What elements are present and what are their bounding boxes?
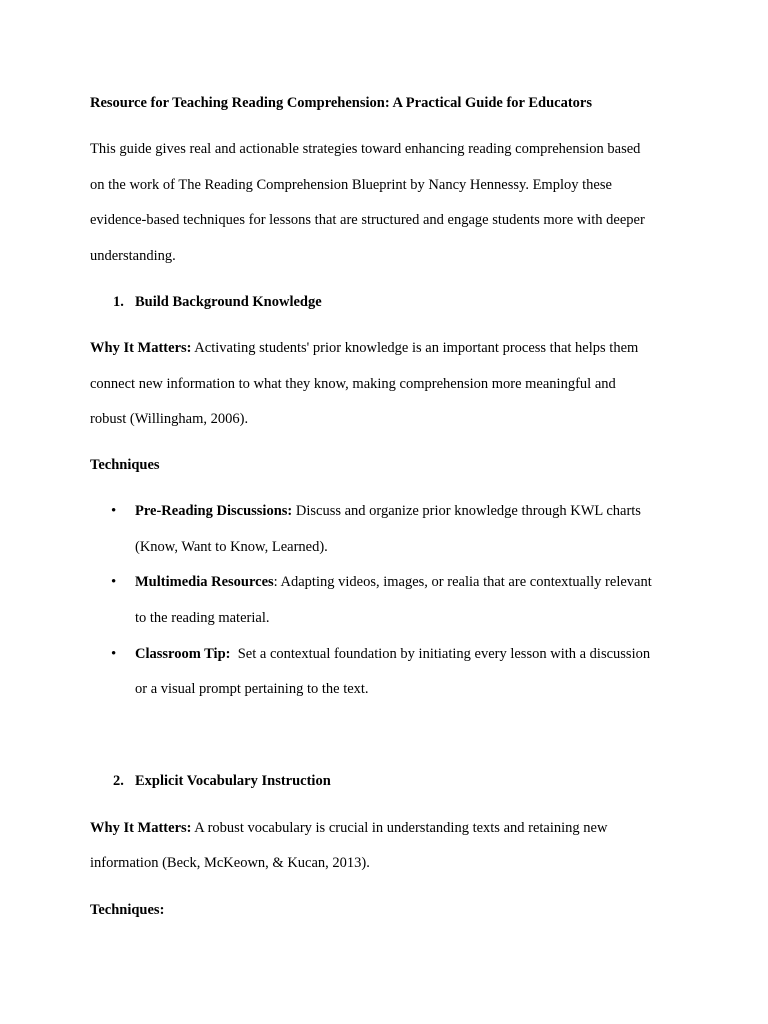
why-it-matters-label: Why It Matters: <box>90 340 192 356</box>
intro-line-2: on the work of The Reading Comprehension Blueprint by Nancy Hennessy. Employ these <box>90 177 612 193</box>
why-it-matters-text: Activating students' prior knowledge is an important process that helps them <box>191 340 639 356</box>
bullet-item-classroom-tip <box>135 645 650 663</box>
bullet-marker: • <box>111 503 117 519</box>
bullet-marker: • <box>111 646 117 662</box>
bullet-continuation: or a visual prompt pertaining to the text. <box>135 681 369 697</box>
section-heading: Build Background Knowledge <box>135 294 322 310</box>
why-it-matters-text: A robust vocabulary is crucial in understanding texts and retaining new <box>191 820 608 836</box>
bullet-item-multimedia <box>135 573 652 591</box>
why-it-matters-line-2: connect new information to what they know, making comprehension more meaningful and <box>90 376 616 392</box>
bullet-label: Classroom Tip: <box>135 646 231 662</box>
intro-line-3: evidence-based techniques for lessons that are structured and engage students more with deeper <box>90 212 645 228</box>
bullet-text: Set a contextual foundation by initiating every lesson with a discussion <box>230 646 651 662</box>
bullet-text: : Adapting videos, images, or realia that are contextually relevant <box>273 574 652 590</box>
why-it-matters-line-1 <box>90 339 638 357</box>
intro-line-1: This guide gives real and actionable strategies toward enhancing reading comprehension based <box>90 141 641 157</box>
bullet-text: Discuss and organize prior knowledge through KWL charts <box>292 503 641 519</box>
why-it-matters-line-3: robust (Willingham, 2006). <box>90 411 249 427</box>
why-it-matters-line-2: information (Beck, McKeown, & Kucan, 2013). <box>90 855 370 871</box>
bullet-item-pre-reading <box>135 502 641 520</box>
bullet-marker: • <box>111 574 117 590</box>
section-number: 1. <box>113 294 124 310</box>
techniques-heading: Techniques <box>90 457 160 473</box>
section-heading: Explicit Vocabulary Instruction <box>135 773 331 789</box>
bullet-continuation: to the reading material. <box>135 610 270 626</box>
intro-line-4: understanding. <box>90 248 176 264</box>
why-it-matters-line-1 <box>90 819 607 837</box>
document-title: Resource for Teaching Reading Comprehension: A Practical Guide for Educators <box>90 95 592 111</box>
bullet-continuation: (Know, Want to Know, Learned). <box>135 539 328 555</box>
why-it-matters-label: Why It Matters: <box>90 820 192 836</box>
section-number: 2. <box>113 773 124 789</box>
bullet-label: Multimedia Resources <box>135 574 274 590</box>
bullet-label: Pre-Reading Discussions: <box>135 503 293 519</box>
techniques-heading: Techniques: <box>90 902 165 918</box>
